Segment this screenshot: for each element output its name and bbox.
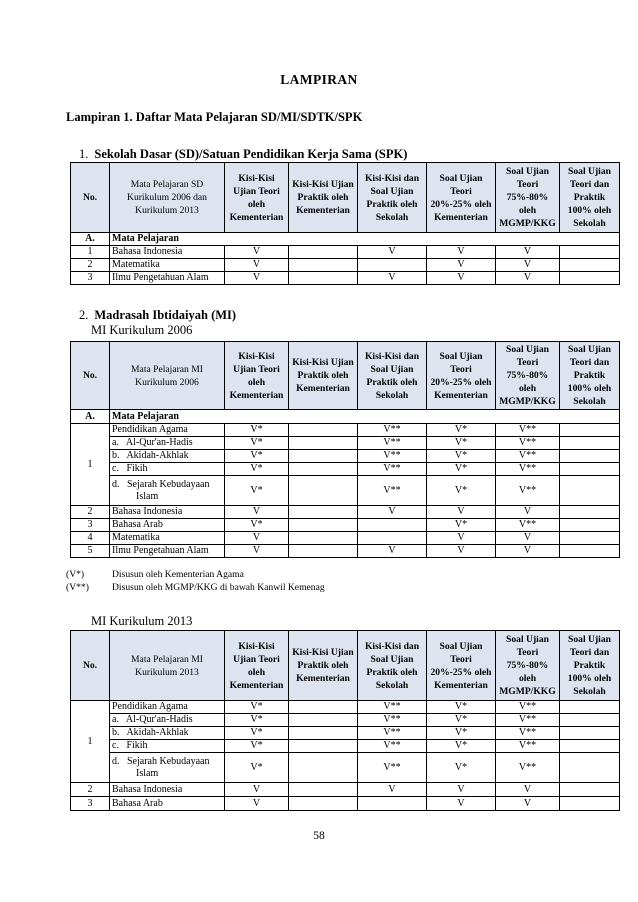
section-2-title: Madrasah Ibtidaiyah (MI) <box>94 308 237 322</box>
footnote-key: (V**) <box>66 582 89 593</box>
table-row <box>71 545 620 558</box>
row-subject: c. Fikih <box>110 463 225 476</box>
cell-kisi-teori: V <box>225 259 289 272</box>
section-2-subtitle: MI Kurikulum 2006 <box>91 323 193 337</box>
cell-kisi-teori: V <box>225 783 289 797</box>
page-number: 58 <box>313 830 325 842</box>
cell-kisi-teori: V* <box>225 753 289 783</box>
cell-soal-75: V** <box>496 437 560 450</box>
cell-kisi-teori: V* <box>225 519 289 532</box>
row-no: 1 <box>71 246 110 259</box>
cell-soal-20: V <box>427 545 496 558</box>
cell-kisi-teori: V* <box>225 463 289 476</box>
cell-soal-20: V* <box>427 701 496 714</box>
cell-kisi-praktik <box>289 259 358 272</box>
cell-soal-20: V* <box>427 753 496 783</box>
group-no: A. <box>71 233 110 246</box>
cell-kisi-praktik <box>289 797 358 811</box>
cell-kisi-teori: V* <box>225 714 289 727</box>
cell-kisi-praktik <box>289 506 358 519</box>
section-1-number: 1. <box>79 147 89 161</box>
table-row <box>71 519 620 532</box>
cell-kisi-sekolah: V** <box>358 476 427 506</box>
cell-kisi-sekolah: V** <box>358 424 427 437</box>
header-soal-20: Soal Ujian Teori 20%-25% oleh Kementerian <box>427 342 496 410</box>
row-subject: Bahasa Indonesia <box>110 783 225 797</box>
cell-soal-75: V** <box>496 463 560 476</box>
section-3-subtitle: MI Kurikulum 2013 <box>91 614 193 628</box>
row-subject: b. Akidah-Akhlak <box>110 727 225 740</box>
cell-soal-75: V** <box>496 424 560 437</box>
row-no: 2 <box>71 506 110 519</box>
row-subject: Ilmu Pengetahuan Alam <box>110 272 225 285</box>
header-no: No. <box>71 631 110 701</box>
table-row <box>71 532 620 545</box>
cell-kisi-teori: V <box>225 545 289 558</box>
footnotes <box>66 568 325 594</box>
table-row <box>71 753 620 783</box>
cell-kisi-teori: V <box>225 797 289 811</box>
cell-soal-100 <box>560 701 620 714</box>
row-subject: Ilmu Pengetahuan Alam <box>110 545 225 558</box>
table-row <box>71 272 620 285</box>
cell-soal-75: V** <box>496 714 560 727</box>
row-subject: c. Fikih <box>110 740 225 753</box>
header-subject: Mata Pelajaran MI Kurikulum 2006 <box>110 342 225 410</box>
cell-soal-100 <box>560 476 620 506</box>
row-subject-line2: Islam <box>136 490 159 502</box>
row-no: 3 <box>71 272 110 285</box>
cell-soal-100 <box>560 424 620 437</box>
table-row <box>71 506 620 519</box>
cell-kisi-praktik <box>289 424 358 437</box>
cell-kisi-sekolah <box>358 797 427 811</box>
header-kisi-sekolah: Kisi-Kisi dan Soal Ujian Praktik oleh Sekolah <box>358 631 427 701</box>
row-subject: Bahasa Arab <box>110 797 225 811</box>
cell-kisi-teori: V <box>225 506 289 519</box>
header-no: No. <box>71 163 110 233</box>
cell-kisi-sekolah: V** <box>358 714 427 727</box>
cell-kisi-sekolah: V** <box>358 450 427 463</box>
cell-kisi-sekolah: V** <box>358 727 427 740</box>
cell-kisi-sekolah: V** <box>358 701 427 714</box>
cell-soal-100 <box>560 753 620 783</box>
cell-kisi-praktik <box>289 783 358 797</box>
header-soal-100: Soal Ujian Teori dan Praktik 100% oleh Sekolah <box>560 631 620 701</box>
row-subject: Bahasa Indonesia <box>110 246 225 259</box>
cell-kisi-praktik <box>289 753 358 783</box>
header-subject: Mata Pelajaran SD Kurikulum 2006 dan Kurikulum 2013 <box>110 163 225 233</box>
cell-kisi-sekolah: V <box>358 783 427 797</box>
header-no: No. <box>71 342 110 410</box>
cell-soal-20: V* <box>427 476 496 506</box>
group-row <box>71 410 620 424</box>
row-no: 3 <box>71 797 110 811</box>
cell-soal-75: V** <box>496 727 560 740</box>
row-subject: Pendidikan Agama <box>110 424 225 437</box>
section-1-title: Sekolah Dasar (SD)/Satuan Pendidikan Kerja Sama (SPK) <box>94 147 408 161</box>
header-kisi-praktik: Kisi-Kisi Ujian Praktik oleh Kementerian <box>289 342 358 410</box>
group-label: Mata Pelajaran <box>110 410 620 424</box>
table-row <box>71 463 620 476</box>
section-1-heading <box>79 147 407 162</box>
table-row <box>71 259 620 272</box>
table-header-row <box>71 163 620 233</box>
cell-soal-20: V* <box>427 727 496 740</box>
cell-soal-75: V** <box>496 519 560 532</box>
cell-soal-100 <box>560 727 620 740</box>
cell-soal-75: V <box>496 259 560 272</box>
footnote <box>66 568 325 581</box>
cell-soal-100 <box>560 450 620 463</box>
cell-soal-100 <box>560 532 620 545</box>
cell-kisi-praktik <box>289 532 358 545</box>
cell-kisi-teori: V <box>225 532 289 545</box>
footnote-text: Disusun oleh Kementerian Agama <box>112 569 244 580</box>
header-soal-100: Soal Ujian Teori dan Praktik 100% oleh Sekolah <box>560 342 620 410</box>
table-row <box>71 714 620 727</box>
cell-soal-100 <box>560 545 620 558</box>
cell-soal-100 <box>560 437 620 450</box>
table-header-row <box>71 342 620 410</box>
cell-kisi-praktik <box>289 545 358 558</box>
cell-soal-100 <box>560 797 620 811</box>
cell-kisi-sekolah: V** <box>358 753 427 783</box>
page-title: LAMPIRAN <box>280 72 358 87</box>
section-2-number: 2. <box>79 308 89 322</box>
header-kisi-teori: Kisi-Kisi Ujian Teori oleh Kementerian <box>225 631 289 701</box>
cell-soal-20: V* <box>427 424 496 437</box>
cell-soal-75: V <box>496 783 560 797</box>
footnote <box>66 581 325 594</box>
footnote-text: Disusun oleh MGMP/KKG di bawah Kanwil Kemenag <box>112 582 325 593</box>
cell-kisi-praktik <box>289 727 358 740</box>
cell-soal-20: V <box>427 783 496 797</box>
cell-soal-20: V* <box>427 740 496 753</box>
row-subject: a. Al-Qur'an-Hadis <box>110 437 225 450</box>
cell-soal-75: V <box>496 272 560 285</box>
row-subject: Bahasa Indonesia <box>110 506 225 519</box>
cell-soal-20: V <box>427 259 496 272</box>
row-no: 4 <box>71 532 110 545</box>
cell-soal-100 <box>560 259 620 272</box>
table-mi-2013 <box>70 630 620 811</box>
cell-kisi-sekolah <box>358 259 427 272</box>
cell-soal-75: V** <box>496 701 560 714</box>
cell-soal-75: V** <box>496 740 560 753</box>
footnote-key: (V*) <box>66 569 85 580</box>
row-subject-line1: d. Sejarah Kebudayaan <box>112 478 210 490</box>
row-no: 2 <box>71 259 110 272</box>
cell-kisi-teori: V* <box>225 437 289 450</box>
header-kisi-sekolah: Kisi-Kisi dan Soal Ujian Praktik oleh Sekolah <box>358 163 427 233</box>
row-subject: Matematika <box>110 259 225 272</box>
row-subject <box>110 753 225 783</box>
cell-soal-20: V* <box>427 463 496 476</box>
cell-soal-100 <box>560 506 620 519</box>
header-kisi-teori: Kisi-Kisi Ujian Teori oleh Kementerian <box>225 342 289 410</box>
cell-soal-75: V <box>496 246 560 259</box>
cell-kisi-teori: V* <box>225 424 289 437</box>
table-row <box>71 476 620 506</box>
cell-soal-100 <box>560 740 620 753</box>
row-no: 3 <box>71 519 110 532</box>
cell-soal-100 <box>560 463 620 476</box>
table-row <box>71 246 620 259</box>
cell-soal-20: V* <box>427 519 496 532</box>
cell-kisi-teori: V* <box>225 476 289 506</box>
cell-kisi-praktik <box>289 740 358 753</box>
header-soal-20: Soal Ujian Teori 20%-25% oleh Kementerian <box>427 631 496 701</box>
cell-soal-75: V <box>496 797 560 811</box>
table-sd <box>70 162 620 285</box>
row-subject: b. Akidah-Akhlak <box>110 450 225 463</box>
cell-kisi-teori: V* <box>225 727 289 740</box>
cell-soal-20: V <box>427 272 496 285</box>
cell-kisi-sekolah: V <box>358 545 427 558</box>
table-row <box>71 424 620 437</box>
cell-kisi-praktik <box>289 437 358 450</box>
cell-soal-20: V <box>427 506 496 519</box>
row-no: 5 <box>71 545 110 558</box>
cell-soal-75: V <box>496 532 560 545</box>
cell-soal-20: V <box>427 532 496 545</box>
cell-soal-100 <box>560 272 620 285</box>
cell-soal-75: V** <box>496 753 560 783</box>
cell-kisi-praktik <box>289 463 358 476</box>
cell-kisi-sekolah: V** <box>358 463 427 476</box>
lampiran-heading: Lampiran 1. Daftar Mata Pelajaran SD/MI/SDTK/SPK <box>66 110 363 124</box>
header-kisi-teori: Kisi-Kisi Ujian Teori oleh Kementerian <box>225 163 289 233</box>
header-soal-75: Soal Ujian Teori 75%-80% oleh MGMP/KKG <box>496 163 560 233</box>
cell-kisi-sekolah: V** <box>358 437 427 450</box>
table-row <box>71 727 620 740</box>
group-row <box>71 233 620 246</box>
row-no: 2 <box>71 783 110 797</box>
header-kisi-praktik: Kisi-Kisi Ujian Praktik oleh Kementerian <box>289 163 358 233</box>
cell-kisi-praktik <box>289 246 358 259</box>
header-soal-75: Soal Ujian Teori 75%-80% oleh MGMP/KKG <box>496 342 560 410</box>
row-subject: Bahasa Arab <box>110 519 225 532</box>
table-row <box>71 450 620 463</box>
table-row <box>71 783 620 797</box>
cell-kisi-sekolah: V <box>358 272 427 285</box>
cell-kisi-teori: V* <box>225 450 289 463</box>
cell-kisi-sekolah <box>358 532 427 545</box>
cell-soal-75: V** <box>496 476 560 506</box>
cell-soal-100 <box>560 519 620 532</box>
cell-kisi-praktik <box>289 701 358 714</box>
cell-kisi-teori: V <box>225 272 289 285</box>
table-row <box>71 701 620 714</box>
cell-soal-20: V* <box>427 714 496 727</box>
cell-kisi-teori: V <box>225 246 289 259</box>
row-no: 1 <box>71 701 110 783</box>
cell-soal-75: V <box>496 545 560 558</box>
header-subject: Mata Pelajaran MI Kurikulum 2013 <box>110 631 225 701</box>
cell-soal-75: V** <box>496 450 560 463</box>
group-no: A. <box>71 410 110 424</box>
header-kisi-praktik: Kisi-Kisi Ujian Praktik oleh Kementerian <box>289 631 358 701</box>
cell-kisi-sekolah: V <box>358 506 427 519</box>
section-2-heading <box>79 308 236 323</box>
cell-soal-20: V <box>427 246 496 259</box>
table-mi-2006 <box>70 341 620 558</box>
row-subject: a. Al-Qur'an-Hadis <box>110 714 225 727</box>
table-row <box>71 740 620 753</box>
header-kisi-sekolah: Kisi-Kisi dan Soal Ujian Praktik oleh Sekolah <box>358 342 427 410</box>
cell-soal-75: V <box>496 506 560 519</box>
cell-kisi-sekolah <box>358 519 427 532</box>
row-no: 1 <box>71 424 110 506</box>
cell-kisi-praktik <box>289 476 358 506</box>
header-soal-75: Soal Ujian Teori 75%-80% oleh MGMP/KKG <box>496 631 560 701</box>
cell-soal-20: V* <box>427 437 496 450</box>
row-subject: Pendidikan Agama <box>110 701 225 714</box>
cell-soal-100 <box>560 714 620 727</box>
table-row <box>71 797 620 811</box>
cell-soal-100 <box>560 246 620 259</box>
row-subject <box>110 476 225 506</box>
cell-kisi-praktik <box>289 714 358 727</box>
row-subject: Matematika <box>110 532 225 545</box>
cell-kisi-teori: V* <box>225 701 289 714</box>
cell-kisi-praktik <box>289 272 358 285</box>
cell-soal-20: V <box>427 797 496 811</box>
table-row <box>71 437 620 450</box>
cell-soal-100 <box>560 783 620 797</box>
row-subject-line1: d. Sejarah Kebudayaan <box>112 755 210 767</box>
cell-kisi-praktik <box>289 450 358 463</box>
cell-kisi-sekolah: V <box>358 246 427 259</box>
row-subject-line2: Islam <box>136 767 159 779</box>
header-soal-20: Soal Ujian Teori 20%-25% oleh Kementerian <box>427 163 496 233</box>
cell-soal-20: V* <box>427 450 496 463</box>
table-header-row <box>71 631 620 701</box>
group-label: Mata Pelajaran <box>110 233 620 246</box>
cell-kisi-praktik <box>289 519 358 532</box>
header-soal-100: Soal Ujian Teori dan Praktik 100% oleh Sekolah <box>560 163 620 233</box>
cell-kisi-sekolah: V** <box>358 740 427 753</box>
cell-kisi-teori: V* <box>225 740 289 753</box>
